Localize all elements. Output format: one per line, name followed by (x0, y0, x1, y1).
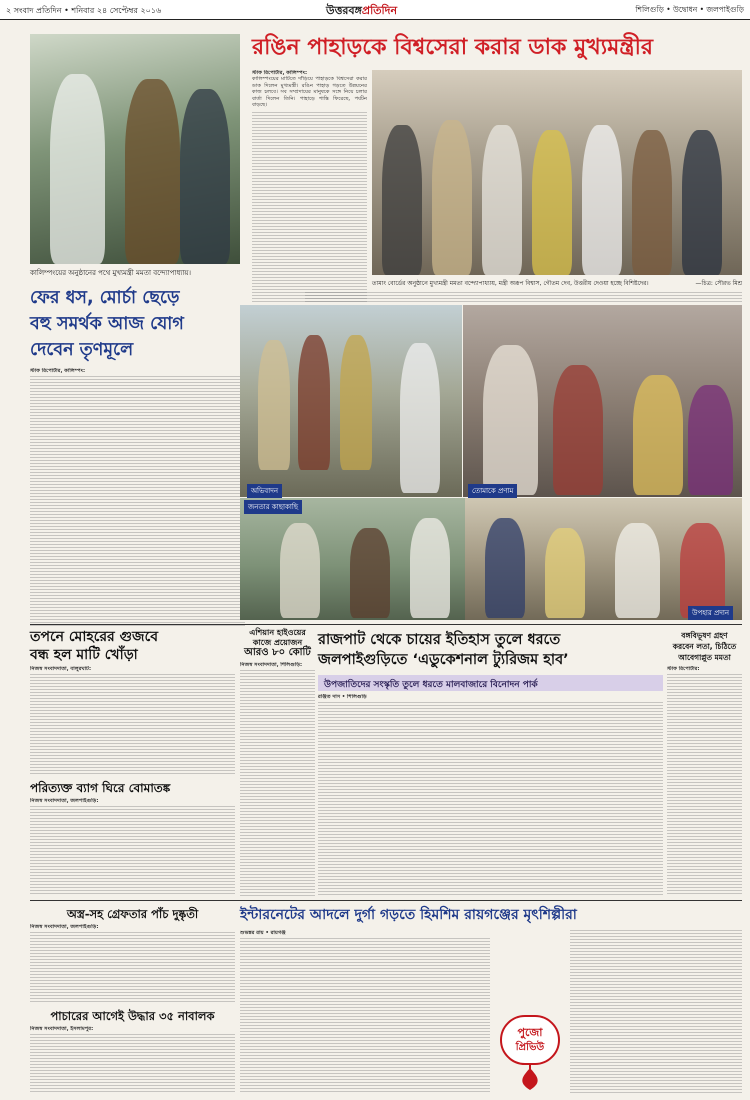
caption-left-photo: কালিম্পংয়ের অনুষ্ঠানের পথে মুখ্যমন্ত্রী মমতা বন্দ্যোপাধ্যায়। (30, 269, 192, 277)
lead-headline: রঙিন পাহাড়কে বিশ্বসেরা করার ডাক মুখ্যমন্ত্রীর (252, 35, 653, 60)
tapan-headline: তপনে মোহরের গুজবে বন্ধ হল মাটি খোঁড়া (30, 629, 158, 663)
lead-dateline: স্টাফ রিপোর্টার, কালিম্পং: (252, 70, 308, 76)
photo-gift (465, 498, 742, 620)
tag-crowd: জনতার কাছাকাছি (244, 500, 302, 514)
lata-headline: বঙ্গবিভূষণ গ্রহণ করবেন লতা, চিঠিতে আবেগাপ্লুত মমতা (672, 631, 737, 662)
idol-body-right (570, 930, 742, 1095)
minor-body: নিজস্ব সংবাদদাতা, ইসলামপুর: (30, 1026, 235, 1094)
divider-row3 (30, 900, 742, 901)
masthead: উত্তরবঙ্গপ্রতিদিন (326, 4, 398, 17)
tea-subhead-band (318, 675, 663, 691)
bag-headline: পরিত্যক্ত ব্যাগ ঘিরে বোমাতঙ্ক (30, 781, 171, 795)
photo-crowd (240, 498, 465, 620)
lead-body-col (252, 70, 367, 300)
tea-subhead: উপজাতিদের সংস্কৃতি তুলে ধরতে মালবাজারে বিনোদন পার্ক (324, 680, 538, 690)
left-story-body: স্টাফ রিপোর্টার, কালিম্পং: (30, 368, 245, 628)
tea-body: রঞ্জিত দাস • শিলিগুড়ি (318, 694, 663, 897)
tag-greeting: অভিবাদন (247, 484, 282, 498)
badge-line-2: প্রিভিউ (515, 1042, 545, 1053)
lata-body: স্টাফ রিপোর্টার: (667, 666, 742, 896)
tag-gift: উপহার প্রদান (688, 606, 733, 620)
divider-row2 (30, 624, 742, 625)
badge-line-1: পুজো (517, 1026, 543, 1039)
tea-headline: রাজপাট থেকে চায়ের ইতিহাস তুলে ধরতে জলপাইগুড়িতে ‘এডুকেশনাল ট্যুরিজম হাব’ (318, 632, 569, 668)
arms-body: নিজস্ব সংবাদদাতা, জলপাইগুড়ি: (30, 924, 235, 1002)
tapan-body: নিজস্ব সংবাদদাতা, বালুরঘাট: (30, 666, 235, 776)
lead-continued-text (305, 292, 742, 302)
tag-salute: তোমাকে প্রণাম (468, 484, 517, 498)
lead-body-lines (252, 112, 367, 302)
arms-headline: অস্ত্র-সহ গ্রেফতার পাঁচ দুষ্কৃতী (66, 907, 199, 921)
idol-body: শুভঙ্কর রায় • রায়গঞ্জ (240, 930, 490, 1095)
photo-cm-walk (30, 34, 240, 264)
left-story-headline: ফের ধস, মোর্চা ছেড়ে বহু সমর্থক আজ যোগ দেবেন তৃণমূলে (30, 288, 184, 360)
pujo-preview-badge (495, 1012, 565, 1094)
page-header (0, 0, 750, 20)
photo-dancers (240, 305, 462, 497)
header-left: ২ সংবাদ প্রতিদিন • শনিবার ২৪ সেপ্টেম্বর ২০১৬ (6, 6, 162, 15)
header-right: শিলিগুড়ি • উদ্বোধন • জলপাইগুড়ি (635, 5, 744, 14)
photo-kids (463, 305, 742, 497)
highway-body: নিজস্ব সংবাদদাতা, শিলিগুড়ি: (240, 662, 315, 897)
minor-headline: পাচারের আগেই উদ্ধার ৩৫ নাবালক (50, 1009, 215, 1023)
photo-credit: —চিত্র: সৌরভ মিশ্র (695, 280, 742, 287)
caption-stage-photo: তামাং বোর্ডের অনুষ্ঠানে মুখ্যমন্ত্রী মমতা বন্দ্যোপাধ্যায়, মন্ত্রী অরূপ বিশ্বাস, গৌতম দেব, উত্তরীয় দেওয়া হচ্ছে বিশিষ্টদের। (372, 280, 649, 287)
highway-headline: এশিয়ান হাইওয়ের কাজে প্রয়োজন আরও ৮০ কোটি (244, 628, 311, 658)
bag-body: নিজস্ব সংবাদদাতা, জলপাইগুড়ি: (30, 798, 235, 896)
lead-body: কালিম্পংয়ের মাটিতে দাঁড়িয়ে পাহাড়কে বিশ্বসেরা করার ডাক দিলেন মুখ্যমন্ত্রী। রঙিন পাহাড় গড়তে উন্নয়নের কাজ চলবে। সব সম্প্রদায়ের মানুষকে সঙ্গে নিয়ে চলার বার্তা দিলেন তিনি। পাহাড়ে শান্তি ফিরেছে, পর্যটন বাড়ছে। (252, 76, 367, 109)
photo-stage (372, 70, 742, 275)
idol-headline: ইন্টারনেটের আদলে দুর্গা গড়তে হিমশিম রায়গঞ্জের মৃৎশিল্পীরা (240, 907, 577, 923)
